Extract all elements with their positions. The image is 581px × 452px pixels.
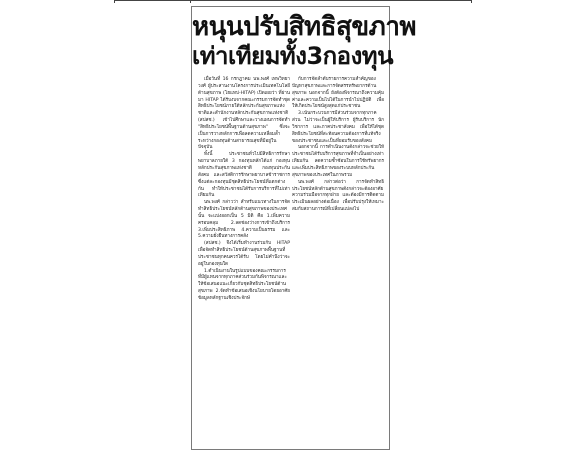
article-paragraph: นพ.พงศ์ กล่าวว่า สำหรับแนวทางในการจัดทำสิทธิประโยชน์หลักด้านสุขภาพของประเทศนั้น จะแบ่งออกเป็น 5 มิติ คือ 1.เพิ่มความครอบคลุม 2.ลดช่องว่างการเข้าถึงบริการ 3.เพิ่มประสิทธิภาพ 4.ความเป็นธรรม และ 5.ความยั่งยืนทางการคลัง <box>198 200 290 240</box>
headline-line-1: หนุนปรับสิทธิสุขภาพ <box>192 12 417 42</box>
article-paragraph: นอกจากนี้ การดำเนินงานดังกล่าวจะช่วยให้ประชาชนได้รับบริการสุขภาพที่จำเป็นอย่างเท่าเทียมกัน ลดความซ้ำซ้อนในการใช้ทรัพยากร และเพิ่มประสิทธิภาพของระบบหลักประกันสุขภาพของประเทศในภาพรวม <box>292 145 384 178</box>
headline-line-2: เท่าเทียมทั้ง3กองทุน <box>192 42 394 70</box>
article-paragraph: นพ.พงศ์ กล่าวต่อว่า การจัดทำสิทธิประโยชน์หลักด้านสุขภาพดังกล่าวจะต้องอาศัยความร่วมมือจากทุกฝ่าย และต้องมีการติดตามประเมินผลอย่างต่อเนื่อง เพื่อปรับปรุงให้เหมาะสมกับสถานการณ์ที่เปลี่ยนแปลงไป <box>292 179 384 213</box>
newspaper-clipping <box>191 6 417 450</box>
article-paragraph: 3.เน้นกระบวนการมีส่วนร่วมจากทุกภาคส่วน ไม่ว่าจะเป็นผู้ให้บริการ ผู้รับบริการ นักวิชาการ และภาคประชาสังคม เพื่อให้ได้ชุดสิทธิประโยชน์ที่สะท้อนความต้องการที่แท้จริงของประชาชนและเป็นที่ยอมรับของสังคม <box>292 111 384 144</box>
article-paragraph: ทั้งนี้ ประชาชนทั่วไปมีสิทธิการรักษาพยาบาลภายใต้ 3 กองทุนหลักได้แก่ กองทุนหลักประกันสุขภาพแห่งชาติ กองทุนประกันสังคม และสวัสดิการรักษาพยาบาลข้าราชการ ซึ่งแต่ละกองทุนมีชุดสิทธิประโยชน์ที่แตกต่างกัน ทำให้ประชาชนได้รับการบริการที่ไม่เท่าเทียมกัน <box>198 152 290 199</box>
rule-tick <box>114 0 115 3</box>
page-top-rule <box>114 0 472 3</box>
article-paragraph: กับการจัดลำดับรายการความสำคัญของปัญหาสุขภาพและการจัดสรรทรัพยากรด้านสุขภาพ นอกจากนี้ ยังต้องพิจารณาถึงความคุ้มค่าและความเป็นไปได้ในการนำไปปฏิบัติ เพื่อให้เกิดประโยชน์สูงสุดแก่ประชาชน <box>292 77 384 110</box>
article-column-left <box>198 77 290 449</box>
rule-tick <box>190 0 191 3</box>
article-paragraph: (สปสช.) จึงได้เริ่มทำงานร่วมกับ HITAP เพื่อจัดทำสิทธิประโยชน์ด้านสุขภาพพื้นฐานที่ประชาชนทุกคนควรได้รับ โดยไม่คำนึงว่าจะอยู่ในกองทุนใด <box>198 241 290 267</box>
article-paragraph: เมื่อวันที่ 16 กรกฎาคม นพ.พงศ์ เทพวิทยาวงศ์ ผู้ประสานงานโครงการประเมินเทคโนโลยีด้านสุขภาพ (โฮแทป-HITAP) เปิดเผยว่า ที่ผ่านมา HITAP ได้รับงบจากคณะกรรมการจัดทำชุดสิทธิประโยชน์ภายใต้หลักประกันสุขภาพแห่งชาติและสำนักงานหลักประกันสุขภาพแห่งชาติ (สปสช.) เข้าไปศึกษาและวางแผนการจัดทำ "สิทธิประโยชน์พื้นฐานด้านสุขภาพ" ซึ่งจะเป็นการวางหลักการเพื่อลดความเหลื่อมล้ำระหว่างกองทุนด้านสาธารณสุขที่มีอยู่ในปัจจุบัน <box>198 77 290 151</box>
article-column-right <box>292 77 384 449</box>
rule-tick <box>471 0 472 3</box>
article-paragraph: 1.ดำเนินงานในรูปแบบของคณะกรรมการ ที่มีผู้แทนจากทุกภาคส่วนร่วมกันพิจารณาและให้ข้อเสนอแนะเกี่ยวกับชุดสิทธิประโยชน์ด้านสุขภาพ 2.จัดทำข้อเสนอเชิงนโยบายโดยอาศัยข้อมูลหลักฐานเชิงประจักษ์ <box>198 268 290 301</box>
